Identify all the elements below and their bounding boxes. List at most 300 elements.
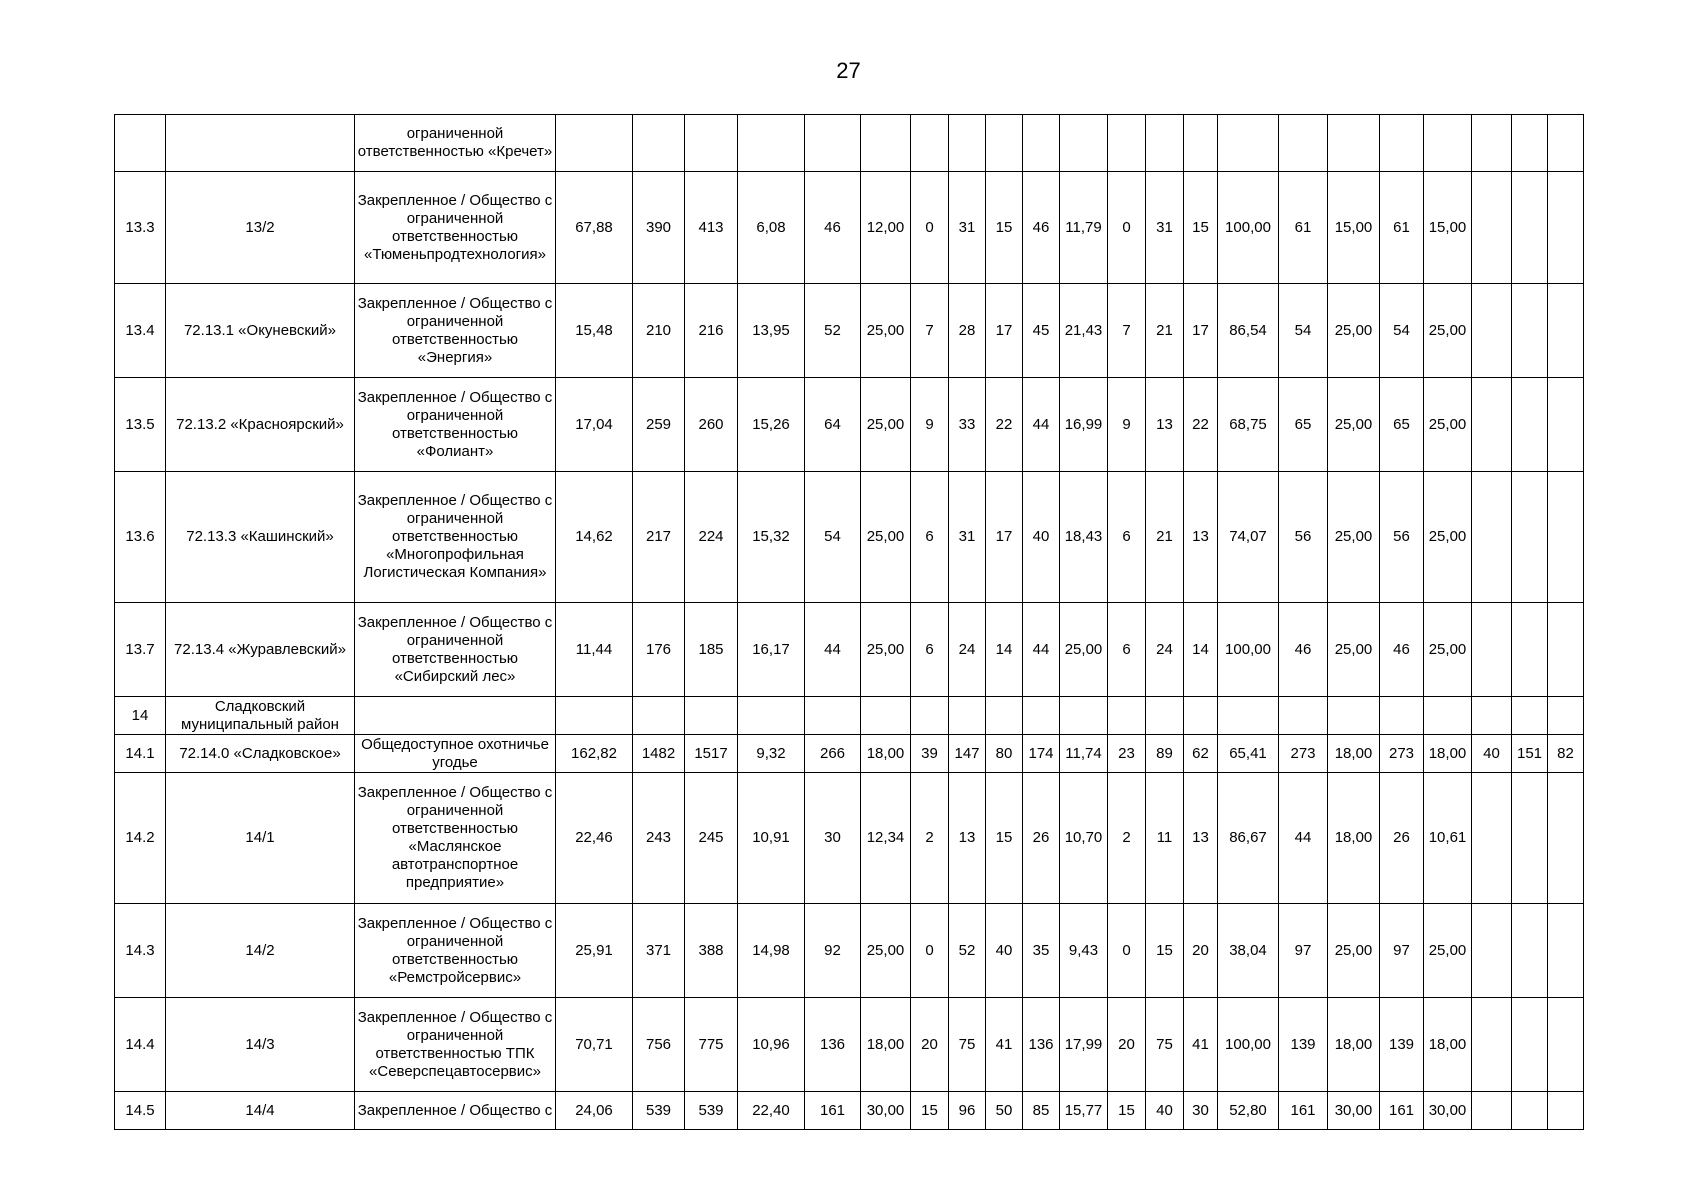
value-cell: 18,00 [1328,735,1380,773]
value-cell [1548,1092,1584,1130]
value-cell: 17 [986,472,1023,603]
value-cell: 25,00 [861,904,911,998]
value-cell: 40 [1146,1092,1184,1130]
value-cell [1380,697,1424,735]
value-cell: 161 [1380,1092,1424,1130]
hunting-ground-name-cell: 72.13.2 «Красноярский» [166,378,355,472]
value-cell [986,697,1023,735]
value-cell [1512,472,1548,603]
value-cell: 273 [1279,735,1328,773]
value-cell: 245 [685,773,738,904]
value-cell [1512,603,1548,697]
value-cell [1218,115,1279,172]
value-cell: 6 [1108,472,1146,603]
value-cell: 30,00 [1328,1092,1380,1130]
value-cell: 40 [986,904,1023,998]
value-cell: 41 [1184,998,1218,1092]
value-cell: 85 [1023,1092,1060,1130]
row-number-cell: 14.5 [115,1092,166,1130]
value-cell: 1482 [633,735,685,773]
value-cell: 92 [805,904,861,998]
value-cell: 539 [685,1092,738,1130]
value-cell: 52 [949,904,986,998]
value-cell: 24 [949,603,986,697]
value-cell: 18,00 [861,735,911,773]
value-cell [861,115,911,172]
value-cell: 136 [1023,998,1060,1092]
value-cell: 54 [805,472,861,603]
value-cell: 13 [1184,773,1218,904]
value-cell: 28 [949,284,986,378]
value-cell: 15 [1184,172,1218,284]
value-cell: 25,00 [1424,904,1472,998]
value-cell: 45 [1023,284,1060,378]
value-cell: 17,99 [1060,998,1108,1092]
value-cell: 54 [1279,284,1328,378]
value-cell: 10,96 [738,998,805,1092]
value-cell: 216 [685,284,738,378]
hunting-ground-name-cell: Сладковский муниципальный район [166,697,355,735]
value-cell [1184,115,1218,172]
value-cell: 12,34 [861,773,911,904]
ownership-type-cell: Закрепленное / Общество с ограниченной ответственностью «Маслянское автотранспортное предприятие» [355,773,556,904]
value-cell [1472,172,1512,284]
value-cell: 16,17 [738,603,805,697]
value-cell: 0 [1108,172,1146,284]
hunting-ground-name-cell: 72.13.3 «Кашинский» [166,472,355,603]
value-cell: 151 [1512,735,1548,773]
value-cell [1548,472,1584,603]
value-cell [1060,697,1108,735]
value-cell: 217 [633,472,685,603]
value-cell: 756 [633,998,685,1092]
value-cell [1279,697,1328,735]
ownership-type-cell: Закрепленное / Общество с ограниченной ответственностью «Тюменьпродтехнология» [355,172,556,284]
value-cell: 17 [1184,284,1218,378]
value-cell: 97 [1380,904,1424,998]
value-cell: 18,00 [861,998,911,1092]
value-cell [1548,378,1584,472]
hunting-grounds-table [114,114,1584,1130]
value-cell [986,115,1023,172]
value-cell: 44 [1279,773,1328,904]
value-cell: 14,62 [556,472,633,603]
value-cell [1472,472,1512,603]
value-cell: 15,00 [1424,172,1472,284]
ownership-type-cell: Закрепленное / Общество с ограниченной ответственностью ТПК «Северспецавтосервис» [355,998,556,1092]
value-cell: 24,06 [556,1092,633,1130]
value-cell: 13 [949,773,986,904]
value-cell: 0 [911,172,949,284]
value-cell [1218,697,1279,735]
value-cell: 18,00 [1424,998,1472,1092]
value-cell [738,697,805,735]
value-cell [685,697,738,735]
value-cell: 23 [1108,735,1146,773]
value-cell: 35 [1023,904,1060,998]
value-cell: 100,00 [1218,172,1279,284]
value-cell [1548,697,1584,735]
value-cell: 26 [1023,773,1060,904]
value-cell: 25,00 [1424,284,1472,378]
value-cell: 11,79 [1060,172,1108,284]
table-row [115,472,1584,603]
value-cell [1023,697,1060,735]
value-cell: 46 [1023,172,1060,284]
value-cell [1146,697,1184,735]
value-cell [1512,998,1548,1092]
value-cell: 24 [1146,603,1184,697]
value-cell: 74,07 [1218,472,1279,603]
value-cell: 10,70 [1060,773,1108,904]
value-cell: 64 [805,378,861,472]
value-cell: 86,67 [1218,773,1279,904]
value-cell: 136 [805,998,861,1092]
row-number-cell: 13.4 [115,284,166,378]
value-cell [1472,603,1512,697]
value-cell [911,697,949,735]
value-cell: 30,00 [1424,1092,1472,1130]
hunting-ground-name-cell: 14/3 [166,998,355,1092]
value-cell: 2 [911,773,949,904]
value-cell: 80 [986,735,1023,773]
value-cell: 68,75 [1218,378,1279,472]
value-cell: 65 [1380,378,1424,472]
value-cell: 14,98 [738,904,805,998]
hunting-ground-name-cell: 14/1 [166,773,355,904]
value-cell [1512,697,1548,735]
value-cell: 44 [1023,603,1060,697]
value-cell: 15 [986,773,1023,904]
table-row [115,172,1584,284]
value-cell [1512,284,1548,378]
table-row [115,697,1584,735]
value-cell: 61 [1279,172,1328,284]
value-cell: 388 [685,904,738,998]
value-cell [1512,172,1548,284]
value-cell: 11,74 [1060,735,1108,773]
value-cell: 25,00 [1424,378,1472,472]
value-cell [1548,773,1584,904]
value-cell: 62 [1184,735,1218,773]
value-cell: 15,26 [738,378,805,472]
value-cell [805,697,861,735]
value-cell: 20 [1184,904,1218,998]
value-cell [1108,697,1146,735]
value-cell: 25,00 [1424,603,1472,697]
hunting-ground-name-cell [166,115,355,172]
value-cell: 46 [805,172,861,284]
row-number-cell: 14.4 [115,998,166,1092]
value-cell: 86,54 [1218,284,1279,378]
value-cell [1512,773,1548,904]
value-cell [1023,115,1060,172]
value-cell [1472,115,1512,172]
value-cell: 16,99 [1060,378,1108,472]
value-cell: 100,00 [1218,603,1279,697]
value-cell: 9 [1108,378,1146,472]
value-cell [633,697,685,735]
value-cell: 224 [685,472,738,603]
value-cell: 9,32 [738,735,805,773]
row-number-cell: 14.3 [115,904,166,998]
value-cell [1279,115,1328,172]
value-cell: 12,00 [861,172,911,284]
value-cell: 13 [1184,472,1218,603]
value-cell: 13,95 [738,284,805,378]
value-cell [1328,115,1380,172]
table-row [115,603,1584,697]
value-cell [1328,697,1380,735]
table-row [115,378,1584,472]
value-cell [1512,378,1548,472]
value-cell: 6 [1108,603,1146,697]
value-cell: 97 [1279,904,1328,998]
value-cell [1548,115,1584,172]
value-cell: 162,82 [556,735,633,773]
value-cell [1380,115,1424,172]
value-cell: 18,00 [1328,998,1380,1092]
table-row [115,115,1584,172]
value-cell: 176 [633,603,685,697]
value-cell: 139 [1380,998,1424,1092]
value-cell: 11 [1146,773,1184,904]
value-cell: 10,91 [738,773,805,904]
ownership-type-cell: Закрепленное / Общество с ограниченной ответственностью «Фолиант» [355,378,556,472]
value-cell: 26 [1380,773,1424,904]
hunting-ground-name-cell: 13/2 [166,172,355,284]
value-cell: 89 [1146,735,1184,773]
value-cell: 260 [685,378,738,472]
value-cell: 61 [1380,172,1424,284]
value-cell: 15,48 [556,284,633,378]
value-cell: 39 [911,735,949,773]
row-number-cell: 14 [115,697,166,735]
value-cell [911,115,949,172]
ownership-type-cell: Закрепленное / Общество с ограниченной ответственностью «Сибирский лес» [355,603,556,697]
value-cell: 25,00 [1328,284,1380,378]
value-cell: 38,04 [1218,904,1279,998]
value-cell [1548,284,1584,378]
value-cell [949,697,986,735]
row-number-cell: 13.7 [115,603,166,697]
table-row [115,998,1584,1092]
table-row [115,904,1584,998]
value-cell: 20 [1108,998,1146,1092]
value-cell [1472,1092,1512,1130]
value-cell: 33 [949,378,986,472]
value-cell [556,115,633,172]
value-cell: 52 [805,284,861,378]
value-cell [1472,998,1512,1092]
value-cell: 259 [633,378,685,472]
ownership-type-cell [355,697,556,735]
ownership-type-cell: Закрепленное / Общество с ограниченной ответственностью «Ремстройсервис» [355,904,556,998]
value-cell: 9,43 [1060,904,1108,998]
value-cell: 75 [1146,998,1184,1092]
value-cell: 82 [1548,735,1584,773]
value-cell: 15,00 [1328,172,1380,284]
value-cell: 56 [1380,472,1424,603]
value-cell: 6,08 [738,172,805,284]
ownership-type-cell: ограниченной ответственностью «Кречет» [355,115,556,172]
value-cell: 50 [986,1092,1023,1130]
table-row [115,735,1584,773]
value-cell [738,115,805,172]
value-cell: 46 [1279,603,1328,697]
value-cell: 18,00 [1424,735,1472,773]
value-cell: 6 [911,472,949,603]
value-cell: 31 [1146,172,1184,284]
value-cell [1472,773,1512,904]
value-cell: 185 [685,603,738,697]
value-cell [1548,603,1584,697]
value-cell [1424,697,1472,735]
value-cell: 31 [949,172,986,284]
value-cell [1512,904,1548,998]
table-row [115,1092,1584,1130]
value-cell: 31 [949,472,986,603]
value-cell: 210 [633,284,685,378]
value-cell: 44 [805,603,861,697]
value-cell: 22,46 [556,773,633,904]
value-cell: 30 [1184,1092,1218,1130]
value-cell [1512,115,1548,172]
value-cell: 25,00 [1060,603,1108,697]
value-cell: 67,88 [556,172,633,284]
value-cell: 15,32 [738,472,805,603]
value-cell [1472,904,1512,998]
value-cell: 25,00 [1424,472,1472,603]
value-cell: 52,80 [1218,1092,1279,1130]
hunting-ground-name-cell: 14/2 [166,904,355,998]
value-cell [1512,1092,1548,1130]
value-cell [1548,172,1584,284]
ownership-type-cell: Закрепленное / Общество с [355,1092,556,1130]
row-number-cell: 14.1 [115,735,166,773]
value-cell: 30,00 [861,1092,911,1130]
value-cell: 21 [1146,472,1184,603]
value-cell: 147 [949,735,986,773]
value-cell [633,115,685,172]
value-cell: 9 [911,378,949,472]
value-cell [861,697,911,735]
hunting-ground-name-cell: 72.13.1 «Окуневский» [166,284,355,378]
value-cell: 2 [1108,773,1146,904]
value-cell: 56 [1279,472,1328,603]
value-cell [1424,115,1472,172]
value-cell: 54 [1380,284,1424,378]
value-cell: 161 [1279,1092,1328,1130]
value-cell [1184,697,1218,735]
value-cell: 11,44 [556,603,633,697]
value-cell: 390 [633,172,685,284]
row-number-cell: 14.2 [115,773,166,904]
value-cell [1472,697,1512,735]
hunting-ground-name-cell: 72.13.4 «Журавлевский» [166,603,355,697]
value-cell: 40 [1023,472,1060,603]
value-cell: 14 [986,603,1023,697]
value-cell: 371 [633,904,685,998]
value-cell: 15 [911,1092,949,1130]
ownership-type-cell: Закрепленное / Общество с ограниченной ответственностью «Многопрофильная Логистическая Компания» [355,472,556,603]
row-number-cell [115,115,166,172]
value-cell: 15 [986,172,1023,284]
value-cell: 539 [633,1092,685,1130]
value-cell: 25,00 [861,603,911,697]
value-cell: 174 [1023,735,1060,773]
row-number-cell: 13.5 [115,378,166,472]
value-cell [1548,998,1584,1092]
value-cell: 161 [805,1092,861,1130]
value-cell: 7 [1108,284,1146,378]
value-cell: 40 [1472,735,1512,773]
value-cell: 25,00 [1328,472,1380,603]
page-number: 27 [836,58,861,83]
value-cell: 25,00 [1328,904,1380,998]
value-cell: 13 [1146,378,1184,472]
value-cell: 25,91 [556,904,633,998]
value-cell: 20 [911,998,949,1092]
hunting-ground-name-cell: 14/4 [166,1092,355,1130]
ownership-type-cell: Общедоступное охотничье угодье [355,735,556,773]
value-cell: 17 [986,284,1023,378]
value-cell [1146,115,1184,172]
value-cell: 0 [1108,904,1146,998]
value-cell: 30 [805,773,861,904]
value-cell: 7 [911,284,949,378]
value-cell: 44 [1023,378,1060,472]
value-cell: 70,71 [556,998,633,1092]
value-cell: 775 [685,998,738,1092]
value-cell: 18,00 [1328,773,1380,904]
value-cell: 243 [633,773,685,904]
value-cell: 21 [1146,284,1184,378]
value-cell: 25,00 [861,378,911,472]
value-cell: 6 [911,603,949,697]
value-cell: 139 [1279,998,1328,1092]
value-cell: 65,41 [1218,735,1279,773]
value-cell: 22 [986,378,1023,472]
ownership-type-cell: Закрепленное / Общество с ограниченной ответственностью «Энергия» [355,284,556,378]
value-cell: 273 [1380,735,1424,773]
value-cell: 15 [1146,904,1184,998]
value-cell [949,115,986,172]
value-cell: 0 [911,904,949,998]
table-row [115,773,1584,904]
value-cell [1108,115,1146,172]
value-cell [1548,904,1584,998]
value-cell: 46 [1380,603,1424,697]
row-number-cell: 13.6 [115,472,166,603]
value-cell: 266 [805,735,861,773]
value-cell: 100,00 [1218,998,1279,1092]
value-cell: 14 [1184,603,1218,697]
value-cell: 413 [685,172,738,284]
value-cell: 65 [1279,378,1328,472]
value-cell: 22 [1184,378,1218,472]
value-cell: 17,04 [556,378,633,472]
value-cell: 25,00 [1328,603,1380,697]
value-cell [685,115,738,172]
value-cell: 22,40 [738,1092,805,1130]
table-row [115,284,1584,378]
value-cell: 18,43 [1060,472,1108,603]
value-cell: 41 [986,998,1023,1092]
value-cell: 96 [949,1092,986,1130]
value-cell: 1517 [685,735,738,773]
value-cell [1472,378,1512,472]
